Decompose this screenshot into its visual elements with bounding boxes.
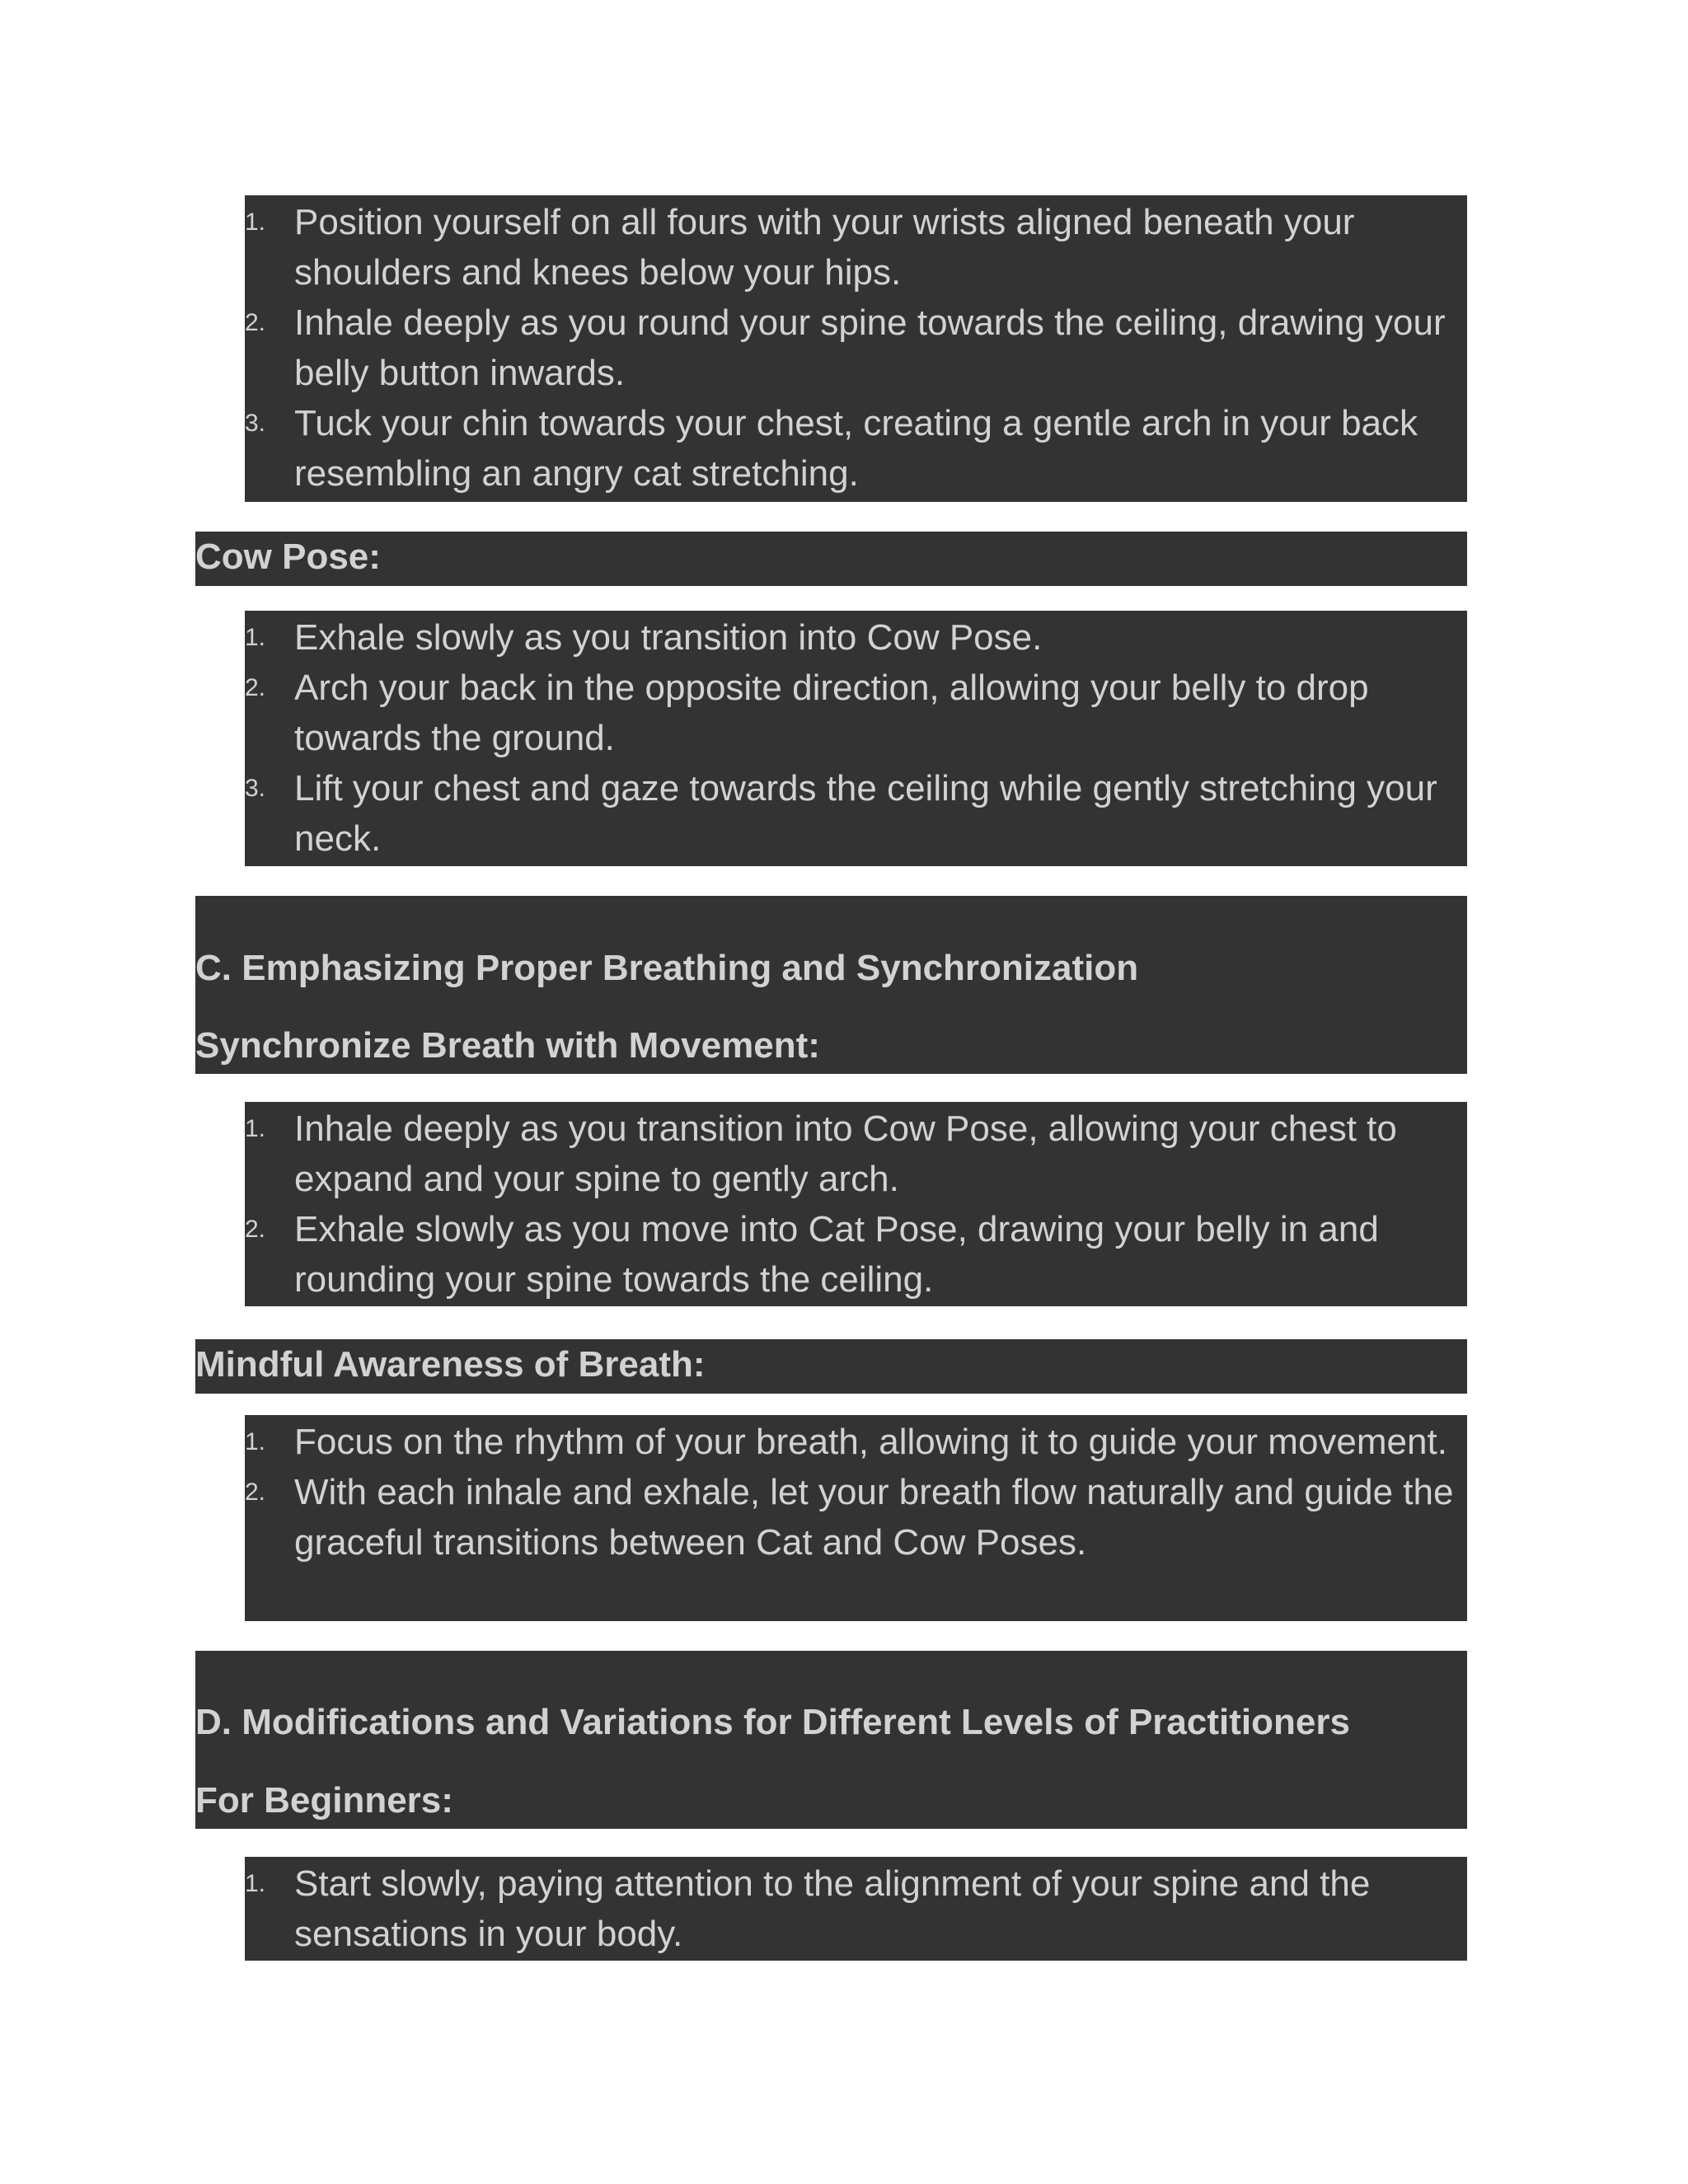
list-item [245, 197, 1467, 298]
list-item-text: Inhale deeply as you transition into Cow Pose, allowing your chest to expand and your spine to gently arch. [294, 1108, 1397, 1199]
section-d-subheading: For Beginners: [195, 1780, 453, 1821]
list-number: 1. [245, 1115, 266, 1142]
list-item-text: Lift your chest and gaze towards the ceiling while gently stretching your neck. [294, 768, 1437, 859]
section-c-heading-block [195, 896, 1467, 1074]
list-item [245, 763, 1467, 864]
cow-pose-steps-block [245, 611, 1467, 866]
mindful-heading-block [195, 1339, 1467, 1394]
cat-pose-steps-list [245, 197, 1467, 499]
list-item-text: Exhale slowly as you move into Cat Pose, drawing your belly in and rounding your spine towards the ceiling. [294, 1209, 1379, 1300]
list-number: 1. [245, 1428, 266, 1455]
section-d-heading-block [195, 1651, 1467, 1829]
list-item-text: Position yourself on all fours with your wrists aligned beneath your shoulders and knees below your hips. [294, 202, 1355, 293]
list-item-text: Tuck your chin towards your chest, creating a gentle arch in your back resembling an angry cat stretching. [294, 403, 1418, 494]
list-item [245, 1417, 1467, 1467]
cat-pose-steps-block [245, 195, 1467, 502]
list-item-text: Inhale deeply as you round your spine towards the ceiling, drawing your belly button inwards. [294, 302, 1446, 393]
list-item [245, 298, 1467, 398]
list-number: 2. [245, 674, 266, 701]
sync-breath-steps-block [245, 1102, 1467, 1306]
list-number: 1. [245, 209, 266, 236]
section-c-title: C. Emphasizing Proper Breathing and Synchronization [195, 948, 1139, 988]
list-item [245, 1204, 1467, 1305]
section-d-title: D. Modifications and Variations for Different Levels of Practitioners [195, 1702, 1350, 1742]
sync-breath-steps-list [245, 1104, 1467, 1305]
list-item [245, 663, 1467, 763]
list-item [245, 1104, 1467, 1204]
cow-pose-heading: Cow Pose: [195, 537, 381, 577]
list-item [245, 1858, 1467, 1959]
mindful-heading: Mindful Awareness of Breath: [195, 1344, 706, 1385]
list-item-text: With each inhale and exhale, let your breath flow naturally and guide the graceful transitions between Cat and Cow Poses. [294, 1472, 1454, 1563]
list-item-text: Start slowly, paying attention to the alignment of your spine and the sensations in your body. [294, 1863, 1371, 1954]
beginner-steps-block [245, 1857, 1467, 1961]
list-item [245, 1467, 1467, 1568]
mindful-steps-list [245, 1417, 1467, 1568]
list-number: 1. [245, 1870, 266, 1897]
beginner-steps-list [245, 1858, 1467, 1959]
cow-pose-heading-block [195, 532, 1467, 586]
list-item [245, 398, 1467, 499]
cow-pose-steps-list [245, 612, 1467, 864]
list-item [245, 612, 1467, 663]
list-number: 3. [245, 775, 266, 802]
list-item-text: Focus on the rhythm of your breath, allowing it to guide your movement. [294, 1422, 1447, 1462]
list-item-text: Arch your back in the opposite direction, allowing your belly to drop towards the ground. [294, 668, 1369, 758]
list-number: 2. [245, 1216, 266, 1243]
list-item-text: Exhale slowly as you transition into Cow Pose. [294, 617, 1043, 658]
section-c-subheading: Synchronize Breath with Movement: [195, 1025, 820, 1066]
list-number: 2. [245, 309, 266, 336]
list-number: 1. [245, 624, 266, 651]
mindful-steps-block [245, 1415, 1467, 1621]
list-number: 2. [245, 1479, 266, 1506]
list-number: 3. [245, 410, 266, 437]
